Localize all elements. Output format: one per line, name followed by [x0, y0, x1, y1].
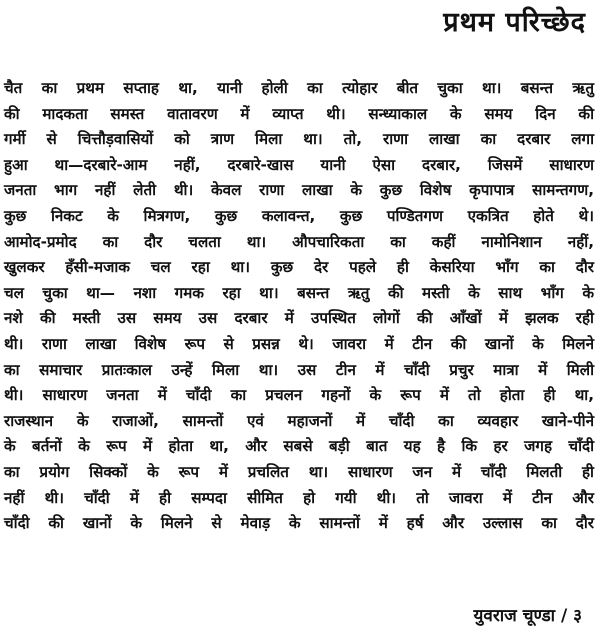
- text-line: थी। साधारण जनता में चाँदी का प्रचलन गहनों के रूप में तो होता ही था,: [4, 386, 594, 405]
- page-number: ३: [573, 606, 582, 626]
- text-line: नहीं थी। चाँदी में ही सम्पदा सीमित हो गयी थी। तो जावरा में टीन और: [4, 488, 594, 507]
- text-line: नशे की मस्ती उस समय उस दरबार में उपस्थित लोगों की आँखों में झलक रही: [4, 309, 594, 328]
- text-line: का प्रयोग सिक्कों के रूप में प्रचलित था। साधारण जन में चाँदी मिलती ही: [4, 462, 594, 481]
- text-line: के बर्तनों के रूप में होता था, और सबसे बड़ी बात यह है कि हर जगह चाँदी: [4, 437, 594, 456]
- text-line: चल चुका था— नशा गमक रहा था। बसन्त ऋतु की मस्ती के साथ भाँग के: [4, 283, 594, 302]
- text-line: हुआ था—दरबारे-आम नहीं, दरबारे-खास यानी ऐसा दरबार, जिसमें साधारण: [4, 155, 594, 174]
- text-line: का समाचार प्रातःकाल उन्हें मिला था। उस टीन में चाँदी प्रचुर मात्रा में मिली: [4, 360, 594, 379]
- page-footer: [474, 602, 582, 630]
- text-line: चैत का प्रथम सप्ताह था, यानी होली का त्योहार बीत चुका था। बसन्त ऋतु: [4, 79, 594, 97]
- book-title: युवराज चूण्डा: [473, 606, 556, 626]
- text-line: कुछ निकट के मित्रगण, कुछ कलावन्त, कुछ पण्डितगण एकत्रित होते थे।: [4, 206, 594, 225]
- text-line: राजस्थान के राजाओं, सामन्तों एवं महाजनों में चाँदी का व्यवहार खाने-पीने: [4, 411, 594, 430]
- body-text: [4, 76, 594, 537]
- footer-separator: /: [561, 606, 568, 626]
- text-line: की मादकता समस्त वातावरण में व्याप्त थी। सन्ध्याकाल के समय दिन की: [4, 104, 594, 123]
- text-line: आमोद-प्रमोद का दौर चलता था। औपचारिकता का कहीं नामोनिशान नहीं,: [4, 232, 594, 251]
- text-line: चाँदी की खानों के मिलने से मेवाड़ के सामन्तों में हर्ष और उल्लास का दौर: [4, 514, 594, 533]
- text-line: जनता भाग नहीं लेती थी। केवल राणा लाखा के कुछ विशेष कृपापात्र सामन्तगण,: [4, 181, 594, 200]
- text-line: गर्मी से चित्तौड़वासियों को त्राण मिला था। तो, राणा लाखा का दरबार लगा: [4, 130, 594, 149]
- chapter-title: प्रथम परिच्छेद: [443, 7, 586, 38]
- text-line: थी। राणा लाखा विशेष रूप से प्रसन्न थे। जावरा में टीन की खानों के मिलने: [4, 334, 594, 353]
- text-line: खुलकर हँसी-मजाक चल रहा था। कुछ देर पहले ही केसरिया भाँग का दौर: [4, 258, 594, 277]
